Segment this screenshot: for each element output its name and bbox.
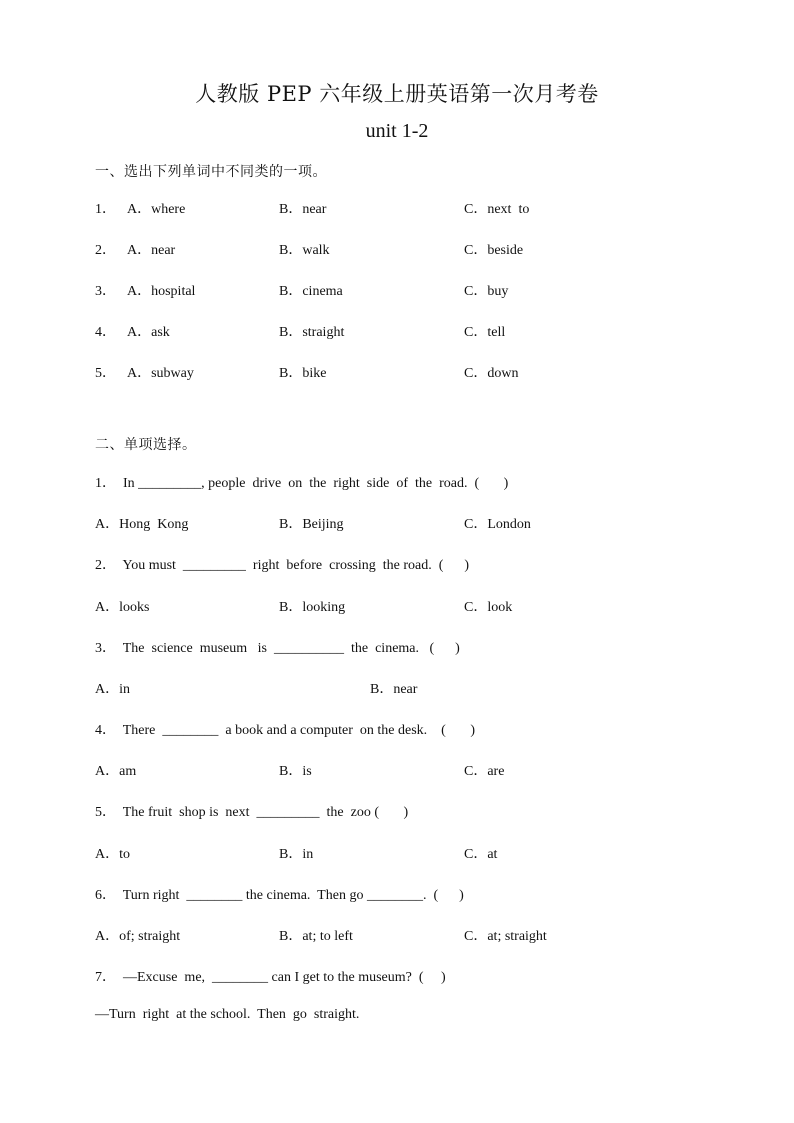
question-text: 6． Turn right ________ the cinema. Then go ________. ( ) [95, 888, 464, 903]
page-title: 人教版 PEP 六年级上册英语第一次月考卷 [195, 82, 599, 106]
page-subtitle: unit 1-2 [365, 120, 429, 142]
option-b: B．cinema [279, 284, 343, 299]
option-a: A．to [95, 847, 130, 862]
option-a: A．subway [127, 366, 194, 381]
item-number: 3． [95, 284, 116, 299]
question-text: 1． In _________, people drive on the right side of the road. ( ) [95, 476, 509, 491]
option-b: B．straight [279, 325, 345, 340]
option-c: C．look [464, 600, 513, 615]
item-number: 2． [95, 243, 116, 258]
question-text: 7． —Excuse me, ________ can I get to the museum? ( ) [95, 970, 446, 985]
option-a: A．near [127, 243, 176, 258]
option-a: A．ask [127, 325, 170, 340]
option-b: B．near [279, 202, 327, 217]
section-2-heading: 二、单项选择。 [95, 437, 197, 453]
question-text: 3． The science museum is __________ the cinema. ( ) [95, 641, 460, 656]
option-a: A．in [95, 682, 130, 697]
option-b: B．near [370, 682, 418, 697]
option-a: A．looks [95, 600, 150, 615]
option-b: B．at; to left [279, 929, 353, 944]
question-text: 4． There ________ a book and a computer on the desk. ( ) [95, 723, 475, 738]
option-c: C．tell [464, 325, 506, 340]
item-number: 4． [95, 325, 116, 340]
option-c: C．buy [464, 284, 509, 299]
section-1-heading: 一、选出下列单词中不同类的一项。 [95, 164, 327, 180]
question-text: 5． The fruit shop is next _________ the zoo ( ) [95, 805, 409, 820]
option-b: B．in [279, 847, 314, 862]
option-a: A．Hong Kong [95, 517, 189, 532]
option-c: C．down [464, 366, 519, 381]
option-a: A．of; straight [95, 929, 181, 944]
option-a: A．hospital [127, 284, 196, 299]
option-a: A．where [127, 202, 186, 217]
option-c: C．next to [464, 202, 530, 217]
option-b: B．walk [279, 243, 330, 258]
option-c: C．at [464, 847, 498, 862]
option-b: B．looking [279, 600, 346, 615]
option-c: C．beside [464, 243, 524, 258]
item-number: 1． [95, 202, 116, 217]
option-c: C．at; straight [464, 929, 547, 944]
dialogue-line: —Turn right at the school. Then go straight. [95, 1007, 360, 1022]
option-b: B．Beijing [279, 517, 344, 532]
option-c: C．London [464, 517, 531, 532]
option-a: A．am [95, 764, 137, 779]
option-b: B．bike [279, 366, 327, 381]
item-number: 5． [95, 366, 116, 381]
option-b: B．is [279, 764, 312, 779]
option-c: C．are [464, 764, 505, 779]
question-text: 2． You must _________ right before crossing the road. ( ) [95, 558, 470, 573]
